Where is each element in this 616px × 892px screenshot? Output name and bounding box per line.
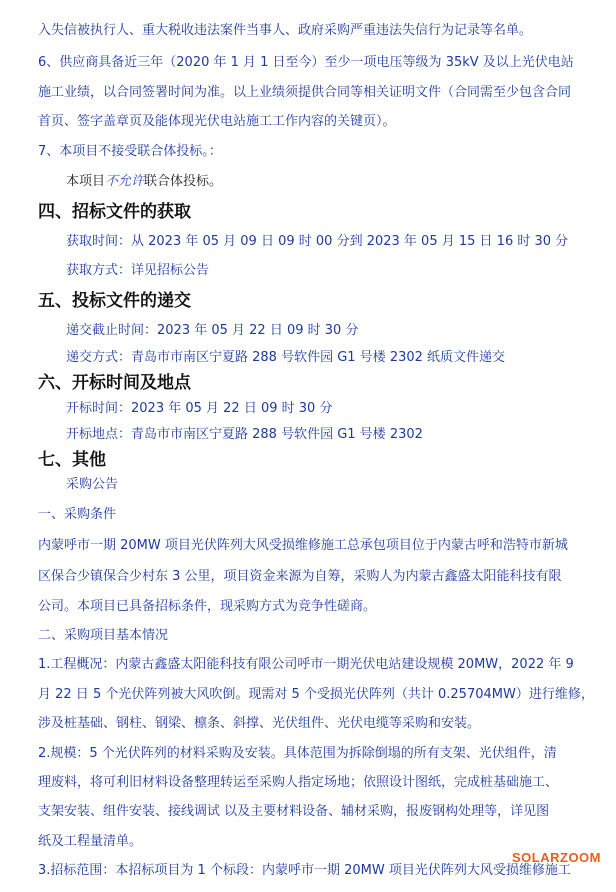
text-line: 2.规模：5 个光伏阵列的材料采购及安装。具体范围为拆除倒塌的所有支架、光伏组件，清 <box>38 746 557 761</box>
text-span: 联合体投标。 <box>144 174 223 189</box>
text-line: 首页、签字盖章页及能体现光伏电站施工工作内容的关键页）。 <box>38 114 396 129</box>
text-line: 入失信被执行人、重大税收违法案件当事人、政府采购严重违法失信行为记录等名单。 <box>38 23 533 38</box>
text-line: 获取时间：从 2023 年 05 月 09 日 09 时 00 分到 2023 年 05 月 15 日 16 时 30 分 <box>66 234 569 249</box>
text-line: 涉及桩基础、钢柱、钢梁、檩条、斜撑、光伏组件、光伏电缆等采购和安装。 <box>38 716 481 731</box>
section-heading: 五、投标文件的递交 <box>38 291 191 311</box>
text-line: 递交截止时间：2023 年 05 月 22 日 09 时 30 分 <box>66 323 359 338</box>
text-line: 二、采购项目基本情况 <box>38 628 169 643</box>
text-line: 月 22 日 5 个光伏阵列被大风吹倒。现需对 5 个受损光伏阵列（共计 0.25704MW）进行维修， <box>38 687 594 702</box>
text-line: 开标地点：青岛市市南区宁夏路 288 号软件园 G1 号楼 2302 <box>66 427 423 442</box>
text-line: 6、供应商具备近三年（2020 年 1 月 1 日至今）至少一项电压等级为 35kV 及以上光伏电站 <box>38 55 574 70</box>
text-line: 支架安装、组件安装、接线调试 以及主要材料设备、辅材采购，报废钢构处理等，详见图 <box>38 804 550 819</box>
text-line: 7、本项目不接受联合体投标。： <box>38 144 222 159</box>
text-line: 获取方式：详见招标公告 <box>66 263 210 278</box>
text-line: 采购公告 <box>66 477 119 492</box>
text-line: 施工业绩，以合同签署时间为准。以上业绩须提供合同等相关证明文件（合同需至少包含合同 <box>38 85 572 100</box>
section-heading: 四、招标文件的获取 <box>38 202 191 222</box>
text-line: 纸及工程量清单。 <box>38 834 143 849</box>
text-line: 3.招标范围：本招标项目为 1 个标段：内蒙呼市一期 20MW 项目光伏阵列大风受损维修施工 <box>38 863 571 878</box>
text-line: 一、采购条件 <box>38 507 117 522</box>
text-line: 公司。本项目已具备招标条件，现采购方式为竞争性磋商。 <box>38 599 377 614</box>
text-line: 递交方式：青岛市市南区宁夏路 288 号软件园 G1 号楼 2302 纸质文件递交 <box>66 350 506 365</box>
text-line: 区保合少镇保合少村东 3 公里，项目资金来源为自筹，采购人为内蒙古鑫盛太阳能科技有限 <box>38 569 562 584</box>
watermark-logo: SOLARZOOM <box>512 850 601 865</box>
text-line <box>66 173 222 191</box>
text-line: 开标时间：2023 年 05 月 22 日 09 时 30 分 <box>66 401 333 416</box>
text-line: 1.工程概况：内蒙古鑫盛太阳能科技有限公司呼市一期光伏电站建设规模 20MW，2022 年 9 <box>38 657 574 672</box>
text-line: 内蒙呼市一期 20MW 项目光伏阵列大风受损维修施工总承包项目位于内蒙古呼和浩特市新城 <box>38 538 568 553</box>
text-span: 本项目 <box>66 174 106 189</box>
text-line: 理废料，将可利旧材料设备整理转运至采购人指定场地；依照设计图纸，完成桩基础施工、 <box>38 775 559 790</box>
emphasis-text: 不允许 <box>105 174 145 189</box>
section-heading: 六、开标时间及地点 <box>38 373 191 393</box>
section-heading: 七、其他 <box>38 450 106 470</box>
